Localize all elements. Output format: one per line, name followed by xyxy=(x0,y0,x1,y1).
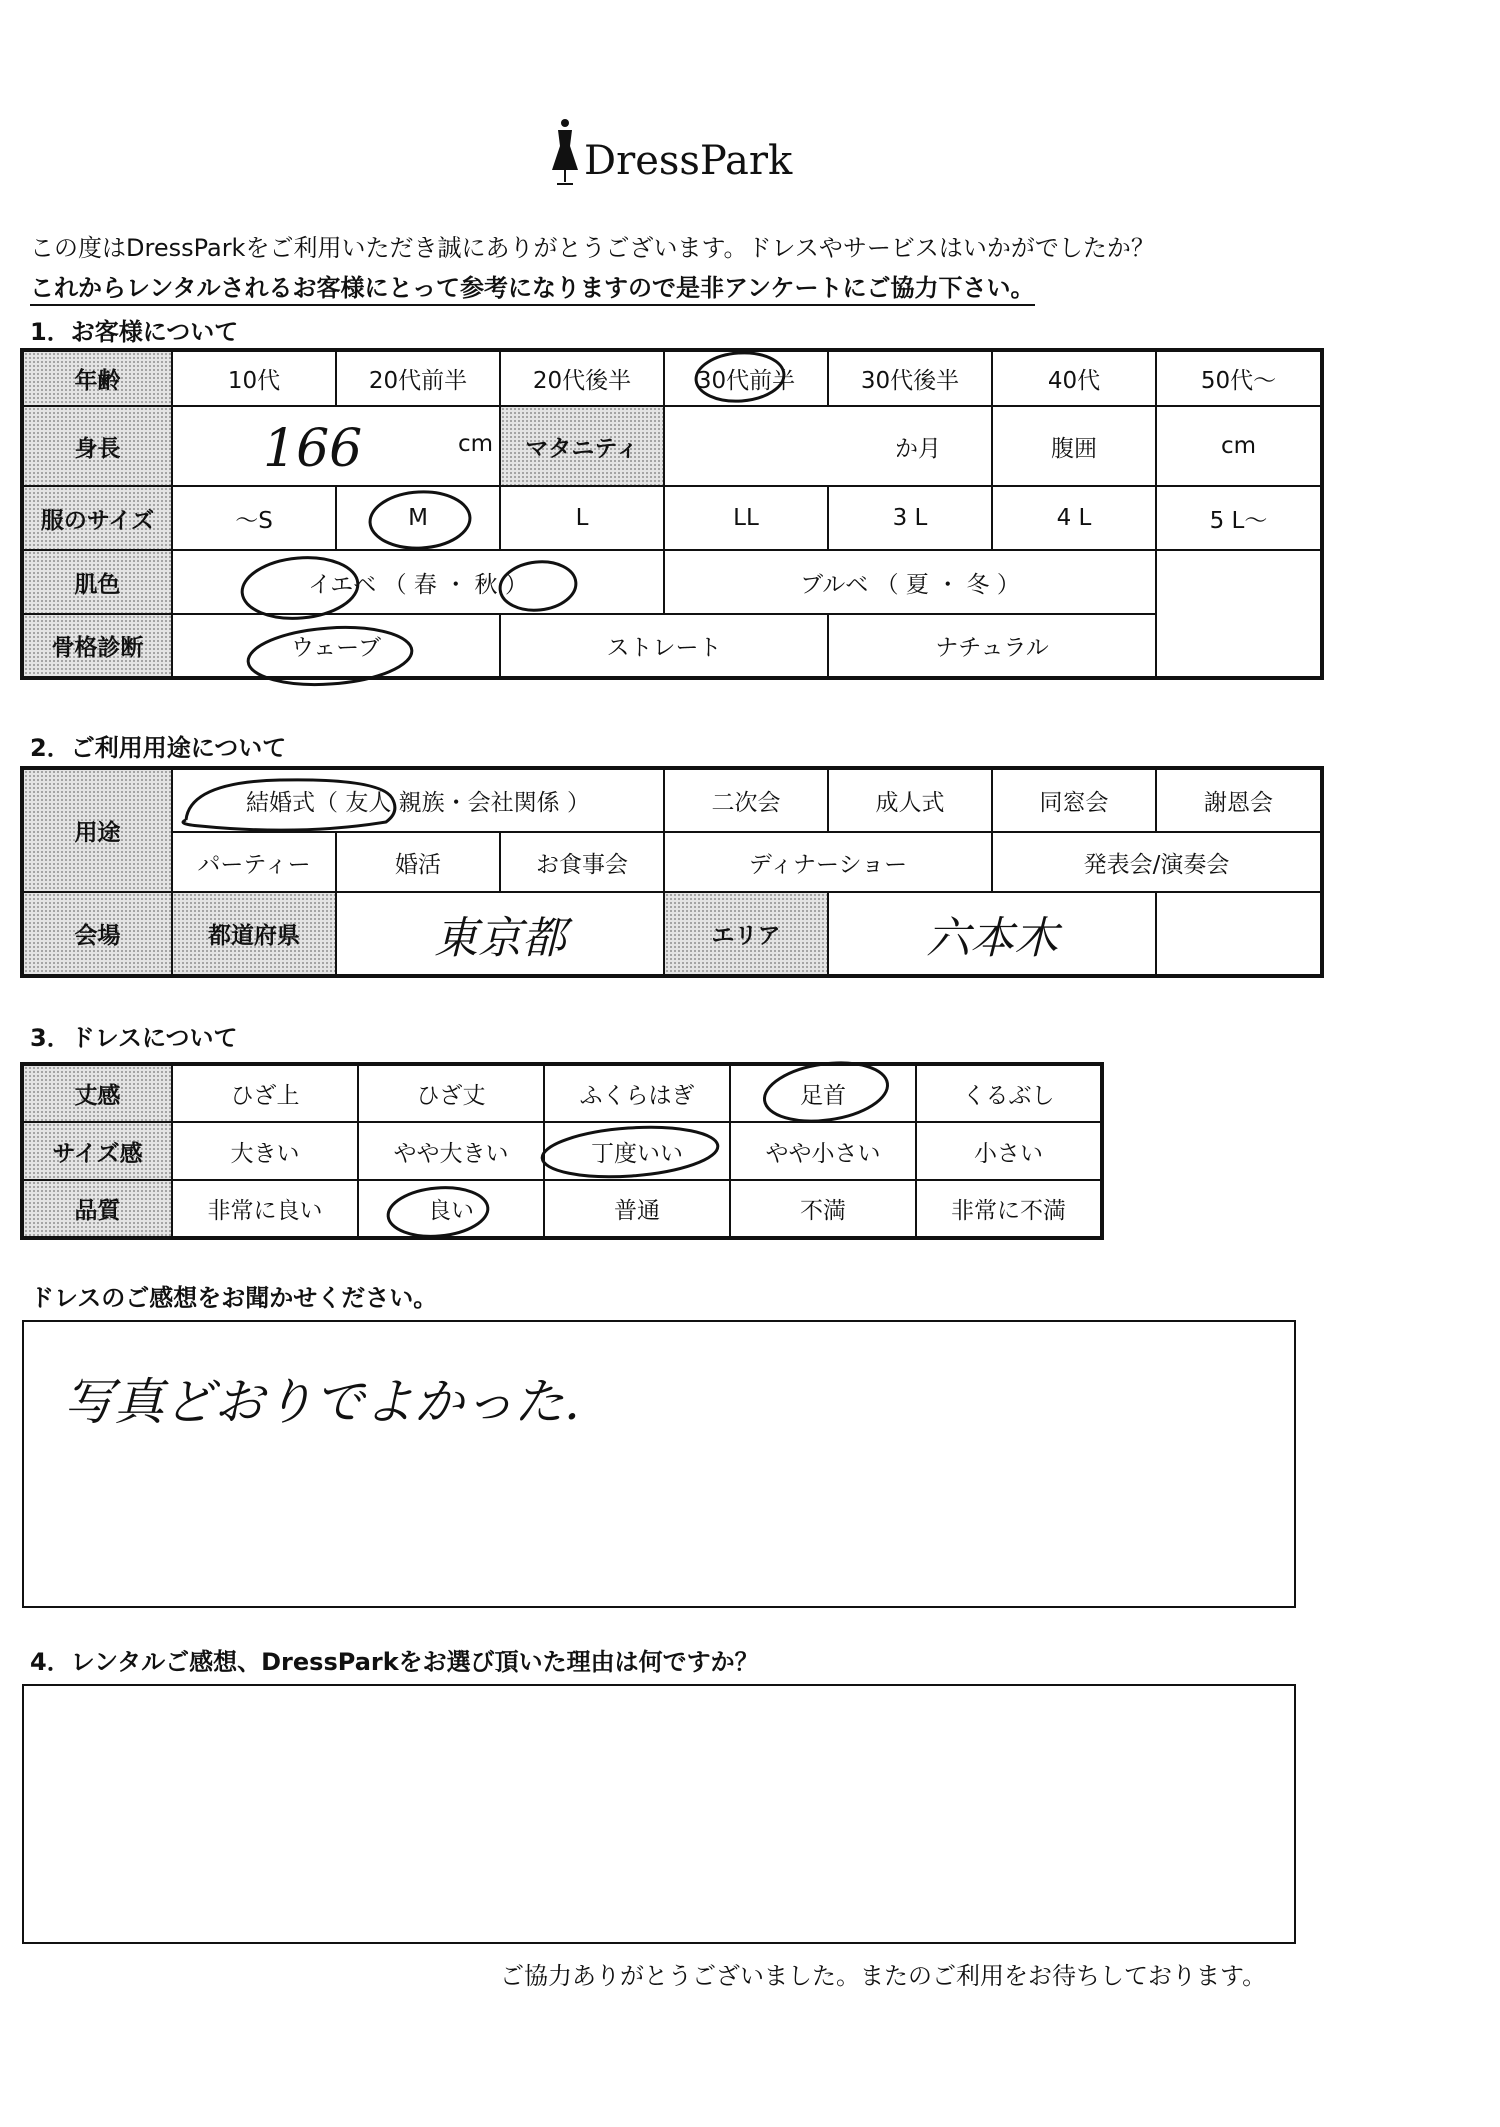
fit-option[interactable]: 大きい xyxy=(172,1122,358,1180)
length-row xyxy=(22,1064,1102,1122)
intro-request xyxy=(30,268,1035,303)
empty-cell xyxy=(1156,892,1322,976)
age-option[interactable]: 20代前半 xyxy=(336,350,500,406)
dress-form-icon xyxy=(548,118,582,188)
skin-yellow: イエベ xyxy=(308,571,377,598)
fit-option-selected[interactable]: 丁度いい xyxy=(544,1122,730,1180)
purpose-option[interactable]: 二次会 xyxy=(664,768,828,832)
rental-comment-box[interactable] xyxy=(22,1684,1296,1944)
age-option[interactable]: 40代 xyxy=(992,350,1156,406)
section3-title: 3．ドレスについて xyxy=(30,1024,238,1052)
height-unit: cm xyxy=(457,431,493,457)
purpose-option[interactable]: お食事会 xyxy=(500,832,664,892)
length-option[interactable]: くるぶし xyxy=(916,1064,1102,1122)
body-type-option[interactable]: ストレート xyxy=(500,614,828,678)
age-option[interactable]: 20代後半 xyxy=(500,350,664,406)
venue-label: 会場 xyxy=(22,892,172,976)
height-field[interactable] xyxy=(172,406,500,486)
purpose-row-1 xyxy=(22,768,1322,832)
skin-blue-option[interactable] xyxy=(664,550,1156,614)
age-option[interactable]: 10代 xyxy=(172,350,336,406)
length-label: 丈感 xyxy=(22,1064,172,1122)
venue-row xyxy=(22,892,1322,976)
closing-message: ご協力ありがとうございました。またのご利用をお待ちしております。 xyxy=(500,1962,1267,1990)
age-option[interactable]: 50代～ xyxy=(1156,350,1322,406)
prefecture-label: 都道府県 xyxy=(172,892,336,976)
prefecture-value[interactable]: 東京都 xyxy=(336,892,664,976)
quality-option[interactable]: 不満 xyxy=(730,1180,916,1238)
age-option-selected[interactable]: 30代前半 xyxy=(664,350,828,406)
body-type-option[interactable]: ナチュラル xyxy=(828,614,1156,678)
size-row xyxy=(22,486,1322,550)
quality-option[interactable]: 非常に良い xyxy=(172,1180,358,1238)
body-type-label: 骨格診断 xyxy=(22,614,172,678)
maternity-label: マタニティ xyxy=(500,406,664,486)
customer-table xyxy=(20,348,1324,680)
dress-comment-prompt: ドレスのご感想をお聞かせください。 xyxy=(30,1284,438,1312)
age-option[interactable]: 30代後半 xyxy=(828,350,992,406)
purpose-row-2 xyxy=(22,832,1322,892)
skin-row xyxy=(22,550,1322,614)
area-label: エリア xyxy=(664,892,828,976)
body-type-row xyxy=(22,614,1322,678)
size-option-selected[interactable]: M xyxy=(336,486,500,550)
usage-table xyxy=(20,766,1324,978)
height-row xyxy=(22,406,1322,486)
skin-blue: ブルベ xyxy=(800,571,869,598)
purpose-option[interactable]: 同窓会 xyxy=(992,768,1156,832)
logo-text: DressPark xyxy=(584,138,793,184)
body-type-option-selected[interactable]: ウェーブ xyxy=(172,614,500,678)
size-option[interactable]: 4 L xyxy=(992,486,1156,550)
maternity-months-field[interactable] xyxy=(664,406,992,486)
size-option[interactable]: L xyxy=(500,486,664,550)
fit-row xyxy=(22,1122,1102,1180)
purpose-option[interactable]: ディナーショー xyxy=(664,832,992,892)
purpose-option[interactable]: パーティー xyxy=(172,832,336,892)
quality-row xyxy=(22,1180,1102,1238)
size-option[interactable]: 3 L xyxy=(828,486,992,550)
fit-option[interactable]: 小さい xyxy=(916,1122,1102,1180)
section2-title: 2．ご利用用途について xyxy=(30,734,287,762)
section1-title: 1．お客様について xyxy=(30,318,239,346)
quality-option-selected[interactable]: 良い xyxy=(358,1180,544,1238)
length-option[interactable]: ひざ上 xyxy=(172,1064,358,1122)
purpose-label: 用途 xyxy=(22,768,172,892)
length-option-selected[interactable]: 足首 xyxy=(730,1064,916,1122)
skin-yellow-seasons: （ 春 ・ 秋 ） xyxy=(383,571,528,598)
fit-label: サイズ感 xyxy=(22,1122,172,1180)
size-option[interactable]: LL xyxy=(664,486,828,550)
age-label: 年齢 xyxy=(22,350,172,406)
skin-label: 肌色 xyxy=(22,550,172,614)
purpose-wedding-option[interactable]: 結婚式（ 友人 親族・会社関係 ） xyxy=(172,768,664,832)
fit-option[interactable]: やや大きい xyxy=(358,1122,544,1180)
waist-label: 腹囲 xyxy=(992,406,1156,486)
length-option[interactable]: ふくらはぎ xyxy=(544,1064,730,1122)
size-option[interactable]: ～S xyxy=(172,486,336,550)
quality-option[interactable]: 普通 xyxy=(544,1180,730,1238)
dress-table xyxy=(20,1062,1104,1240)
waist-field[interactable] xyxy=(1156,406,1322,486)
purpose-option[interactable]: 成人式 xyxy=(828,768,992,832)
size-option[interactable]: 5 L～ xyxy=(1156,486,1322,550)
age-row xyxy=(22,350,1322,406)
quality-label: 品質 xyxy=(22,1180,172,1238)
height-label: 身長 xyxy=(22,406,172,486)
purpose-option[interactable]: 婚活 xyxy=(336,832,500,892)
dresspark-logo xyxy=(548,118,793,188)
months-unit: か月 xyxy=(895,435,941,462)
size-label: 服のサイズ xyxy=(22,486,172,550)
intro-request-text: これからレンタルされるお客様にとって参考になりますので是非アンケートにご協力下さい。 xyxy=(30,274,1035,306)
dress-comment-text: 写真どおりでよかった. xyxy=(64,1373,580,1431)
section4-title: 4．レンタルご感想、DressParkをお選び頂いた理由は何ですか？ xyxy=(30,1648,759,1676)
purpose-option[interactable]: 発表会/演奏会 xyxy=(992,832,1322,892)
quality-option[interactable]: 非常に不満 xyxy=(916,1180,1102,1238)
empty-cell xyxy=(1156,614,1322,678)
height-value: 166 xyxy=(263,419,363,479)
skin-blue-seasons: （ 夏 ・ 冬 ） xyxy=(875,571,1020,598)
waist-unit: cm xyxy=(1220,433,1257,459)
dress-comment-box[interactable] xyxy=(22,1320,1296,1608)
fit-option[interactable]: やや小さい xyxy=(730,1122,916,1180)
skin-yellow-option[interactable] xyxy=(172,550,664,614)
intro-text: この度はDressParkをご利用いただき誠にありがとうございます。ドレスやサービスはいかがでしたか？ xyxy=(30,234,1155,262)
purpose-option[interactable]: 謝恩会 xyxy=(1156,768,1322,832)
empty-cell xyxy=(1156,550,1322,614)
area-value[interactable]: 六本木 xyxy=(828,892,1156,976)
length-option[interactable]: ひざ丈 xyxy=(358,1064,544,1122)
